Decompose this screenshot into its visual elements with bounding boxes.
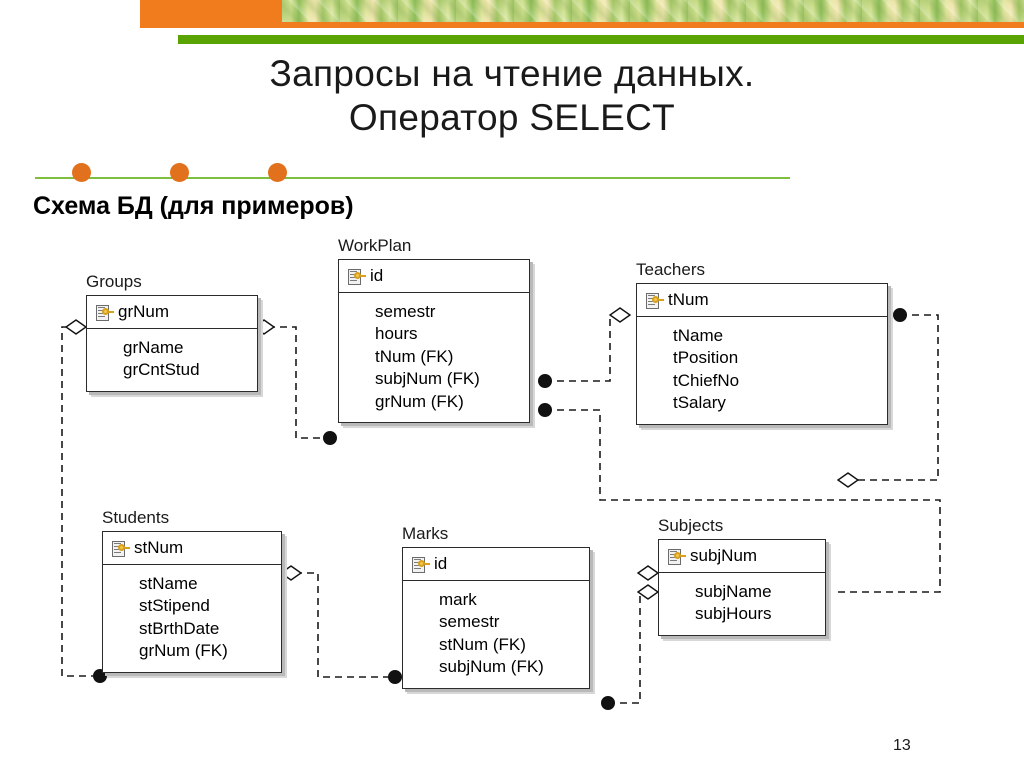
attribute: grNum (FK) — [375, 391, 464, 411]
attribute: stStipend — [139, 596, 210, 616]
attribute: grNum (FK) — [139, 641, 228, 661]
primary-key-icon — [646, 293, 663, 307]
entity-title: Subjects — [658, 516, 724, 535]
entity-box[interactable] — [636, 283, 888, 425]
attribute: mark — [439, 590, 477, 609]
bullet-dot-1 — [72, 163, 91, 182]
attribute-list — [87, 329, 257, 391]
attribute: subjNum (FK) — [439, 657, 544, 677]
entity-box[interactable] — [658, 539, 826, 636]
entity-box[interactable] — [102, 531, 282, 673]
attribute-list — [403, 581, 589, 688]
attribute: tNum (FK) — [375, 346, 454, 366]
primary-key-icon — [96, 305, 113, 319]
primary-key-label: grNum — [118, 302, 170, 321]
attribute: grCntStud — [123, 360, 200, 380]
entity-title: Groups — [86, 272, 142, 291]
primary-key-row — [403, 548, 589, 581]
entity-title: Students — [102, 508, 170, 527]
entity-teachers[interactable] — [636, 260, 888, 425]
entity-title: Marks — [402, 524, 449, 543]
primary-key-label: stNum — [134, 538, 184, 557]
primary-key-label: tNum — [668, 290, 709, 309]
attribute: tPosition — [673, 348, 739, 368]
header-photo-strip — [282, 0, 1024, 22]
page-title — [60, 52, 964, 139]
entity-box[interactable] — [338, 259, 530, 423]
attribute: semestr — [439, 612, 500, 632]
attribute: subjName — [695, 582, 772, 601]
entity-students[interactable] — [102, 508, 282, 673]
entity-box[interactable] — [402, 547, 590, 689]
page-title-line-1: Запросы на чтение данных. — [269, 53, 755, 94]
attribute: tSalary — [673, 393, 726, 413]
primary-key-label: id — [370, 266, 384, 285]
primary-key-row — [339, 260, 529, 293]
primary-key-label: subjNum — [690, 546, 758, 565]
primary-key-row — [103, 532, 281, 565]
entity-title: Teachers — [636, 260, 705, 279]
primary-key-row — [659, 540, 825, 573]
entity-workplan[interactable] — [338, 236, 530, 423]
primary-key-row — [637, 284, 887, 317]
primary-key-label: id — [434, 554, 448, 573]
entity-subjects[interactable] — [658, 516, 826, 636]
page-title-line-2: Оператор SELECT — [348, 96, 676, 138]
page-number: 13 — [893, 737, 911, 754]
primary-key-icon — [112, 541, 129, 555]
attribute-list — [339, 293, 529, 422]
attribute: stNum (FK) — [439, 634, 526, 654]
attribute-list — [637, 317, 887, 424]
bullet-dot-2 — [170, 163, 189, 182]
attribute: stBrthDate — [139, 618, 220, 638]
attribute: stName — [139, 574, 198, 593]
section-subtitle: Схема БД (для примеров) — [33, 192, 354, 220]
primary-key-row — [87, 296, 257, 329]
attribute: semestr — [375, 302, 436, 321]
entity-marks[interactable] — [402, 524, 590, 689]
divider — [35, 177, 790, 179]
attribute: hours — [375, 324, 418, 344]
attribute: subjNum (FK) — [375, 369, 480, 389]
attribute: tName — [673, 326, 724, 345]
entity-title: WorkPlan — [338, 236, 412, 255]
bullet-dot-3 — [268, 163, 287, 182]
attribute: grName — [123, 338, 184, 357]
primary-key-icon — [348, 269, 365, 283]
attribute: subjHours — [695, 604, 772, 624]
entity-groups[interactable] — [86, 272, 258, 392]
attribute: tChiefNo — [673, 370, 740, 390]
attribute-list — [103, 565, 281, 672]
header-green-bar — [178, 35, 1024, 44]
entity-box[interactable] — [86, 295, 258, 392]
primary-key-icon — [668, 549, 685, 563]
primary-key-icon — [412, 557, 429, 571]
attribute-list — [659, 573, 825, 635]
